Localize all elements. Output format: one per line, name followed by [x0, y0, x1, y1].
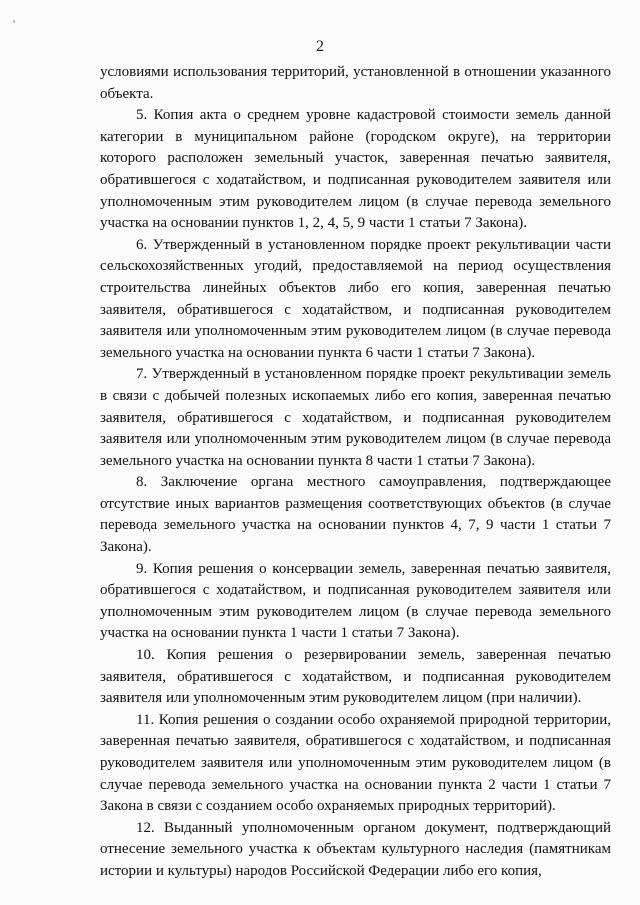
paragraph-item-9: 9. Копия решения о консервации земель, заверенная печатью заявителя, обратившегося с ходатайством, и подписанная руководителем заявителя или уполномоченным этим руководителем лицом (в случае перевода земельного участка на основании пункта 1 части 1 статьи 7 Закона). [100, 560, 611, 642]
paragraph-item-8: 8. Заключение органа местного самоуправления, подтверждающее отсутствие иных вариантов размещения соответствующих объектов (в случае перевода земельного участка на основании пунктов 4, 7, 9 части 1 статьи 7 Закона). [100, 474, 611, 556]
page-number: 2 [316, 38, 324, 55]
paragraph-item-7: 7. Утвержденный в установленном порядке проект рекультивации земель в связи с добычей полезных ископаемых либо его копия, заверенная печатью заявителя, обратившегося с ходатайством, и подписанная руководителем заявителя или уполномоченным этим руководителем лицом (в случае перевода земельного участка на основании пункта 8 части 1 статьи 7 Закона). [100, 366, 611, 469]
document-body [100, 62, 611, 883]
paragraph-item-5: 5. Копия акта о среднем уровне кадастровой стоимости земель данной категории в муниципальном районе (городском округе), на территории которого расположен земельный участок, заверенная печатью заявителя, обратившегося с ходатайством, и подписанная руководителем заявителя или уполномоченным этим руководителем лицом (в случае перевода земельного участка на основании пунктов 1, 2, 4, 5, 9 части 1 статьи 7 Закона). [100, 107, 611, 232]
paragraph-item-11: 11. Копия решения о создании особо охраняемой природной территории, заверенная печатью заявителя, обратившегося с ходатайством, и подписанная руководителем заявителя или уполномоченным этим руководителем лицом (в случае перевода земельного участка на основании пункта 2 части 1 статьи 7 Закона в связи с созданием особо охраняемых природных территорий). [100, 711, 611, 815]
paragraph-item-12: 12. Выданный уполномоченным органом документ, подтверждающий отнесение земельного участка к объектам культурного наследия (памятникам истории и культуры) народов Российской Федерации либо его копия, [100, 819, 611, 879]
scan-artifact [13, 20, 15, 23]
paragraph-item-10: 10. Копия решения о резервировании земель, заверенная печатью заявителя, обратившегося с ходатайством, и подписанная руководителем заявителя или уполномоченным этим руководителем лицом (при наличии). [100, 647, 611, 707]
paragraph-item-6: 6. Утвержденный в установленном порядке проект рекультивации части сельскохозяйственных угодий, предоставляемой на период осуществления строительства линейных объектов либо его копия, заверенная печатью заявителя, обратившегося с ходатайством, и подписанная руководителем заявителя или уполномоченным этим руководителем лицом (в случае перевода земельного участка на основании пункта 6 части 1 статьи 7 Закона). [100, 236, 611, 361]
paragraph-continuation: условиями использования территорий, установленной в отношении указанного объекта. [100, 64, 611, 102]
